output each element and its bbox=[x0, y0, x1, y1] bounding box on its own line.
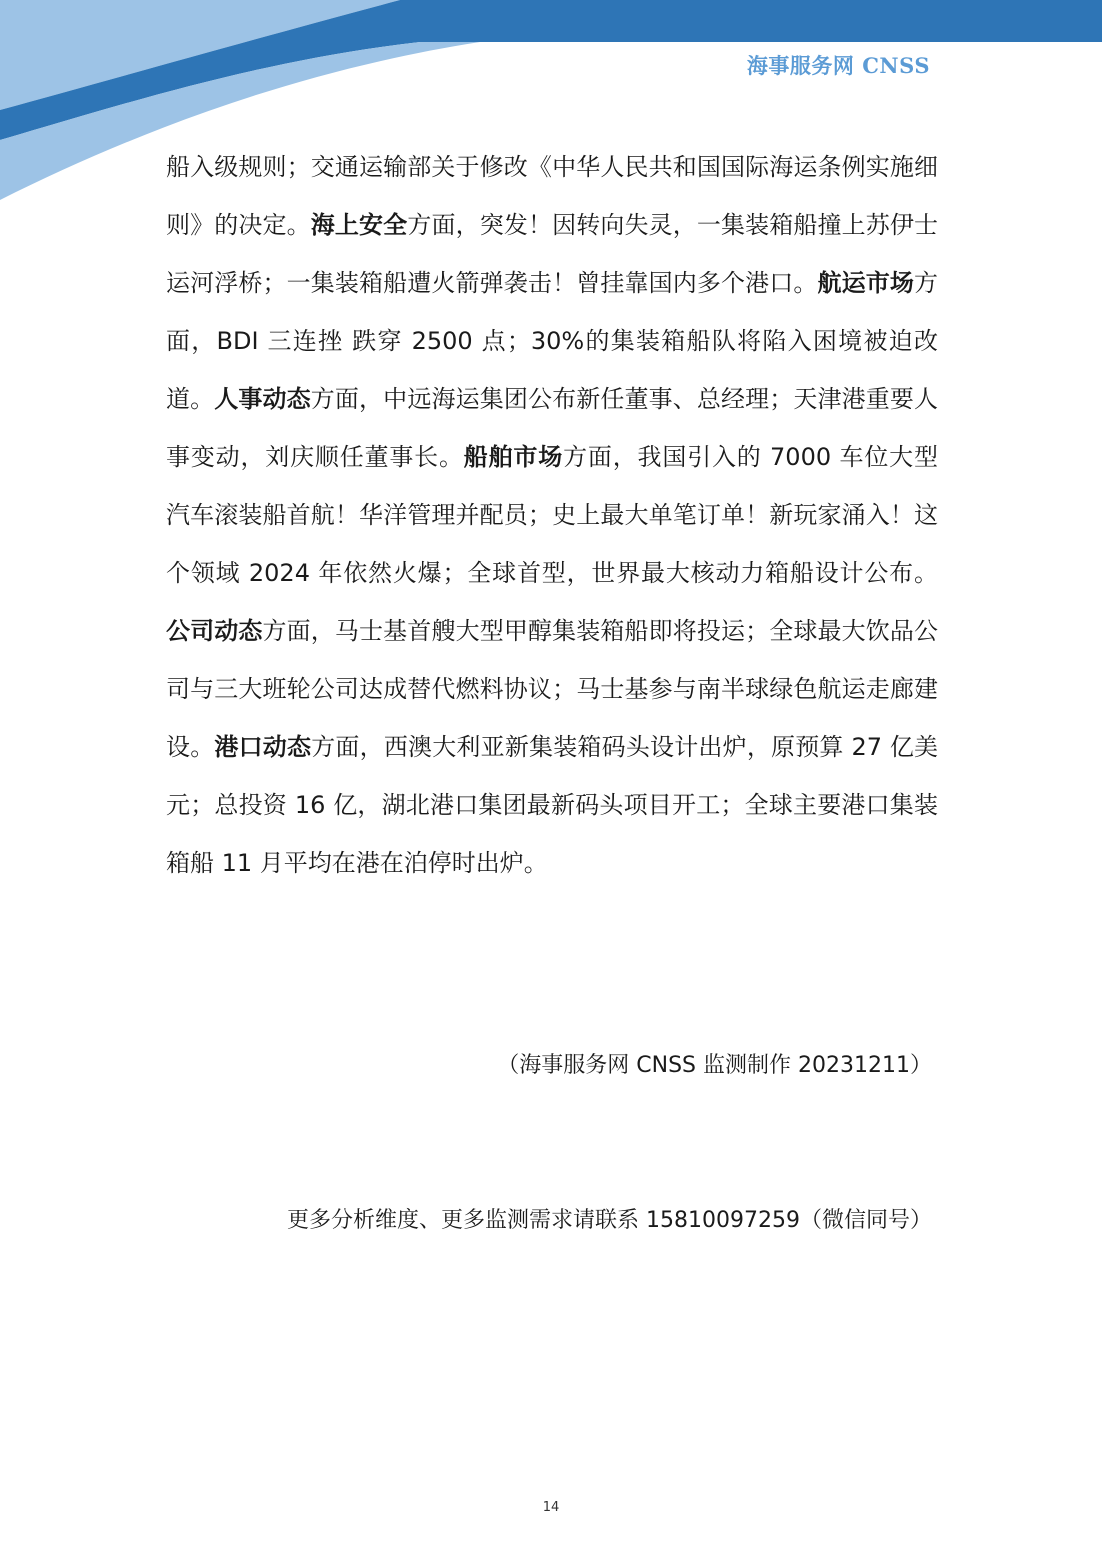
source-note: （海事服务网 CNSS 监测制作 20231211） bbox=[497, 1053, 932, 1078]
contact-note: 更多分析维度、更多监测需求请联系 15810097259（微信同号） bbox=[287, 1208, 932, 1233]
section-heading-maritime-safety: 海上安全 bbox=[310, 211, 408, 239]
section-heading-personnel: 人事动态 bbox=[214, 385, 311, 413]
section-heading-ship-market: 船舶市场 bbox=[463, 443, 564, 471]
section-heading-shipping-market: 航运市场 bbox=[817, 269, 915, 297]
summary-paragraph bbox=[166, 138, 938, 892]
text-run: 方面，马士基首艘大型甲醇集装箱船即将投运；全球最大饮品公司与三大班轮公司达成替代燃料协议；马士基参与南半球绿色航运走廊建设。 bbox=[166, 617, 939, 761]
page-number: 14 bbox=[542, 1500, 560, 1515]
text-run: 方面，BDI 三连挫 跌穿 2500 点；30%的集装箱船队将陷入困境被迫改道。 bbox=[166, 269, 939, 413]
text-run: 方面，中远海运集团公布新任董事、总经理；天津港重要人事变动，刘庆顺任董事长。 bbox=[166, 385, 939, 471]
section-heading-port: 港口动态 bbox=[214, 733, 312, 761]
text-run: 方面，我国引入的 7000 车位大型汽车滚装船首航！华洋管理并配员；史上最大单笔订单！新玩家涌入！这个领域 2024 年依然火爆；全球首型，世界最大核动力箱船设计公布。 bbox=[166, 443, 939, 587]
text-run: 方面，突发！因转向失灵，一集装箱船撞上苏伊士运河浮桥；一集装箱船遭火箭弹袭击！曾挂靠国内多个港口。 bbox=[166, 211, 939, 297]
section-heading-company: 公司动态 bbox=[166, 617, 263, 645]
header-brand: 海事服务网 CNSS bbox=[746, 53, 930, 78]
text-run: 船入级规则；交通运输部关于修改《中华人民共和国国际海运条例实施细则》的决定。 bbox=[166, 153, 938, 239]
text-run: 方面，西澳大利亚新集装箱码头设计出炉，原预算 27 亿美元；总投资 16 亿，湖北港口集团最新码头项目开工；全球主要港口集装箱船 11 月平均在港在泊停时出炉。 bbox=[166, 733, 939, 877]
